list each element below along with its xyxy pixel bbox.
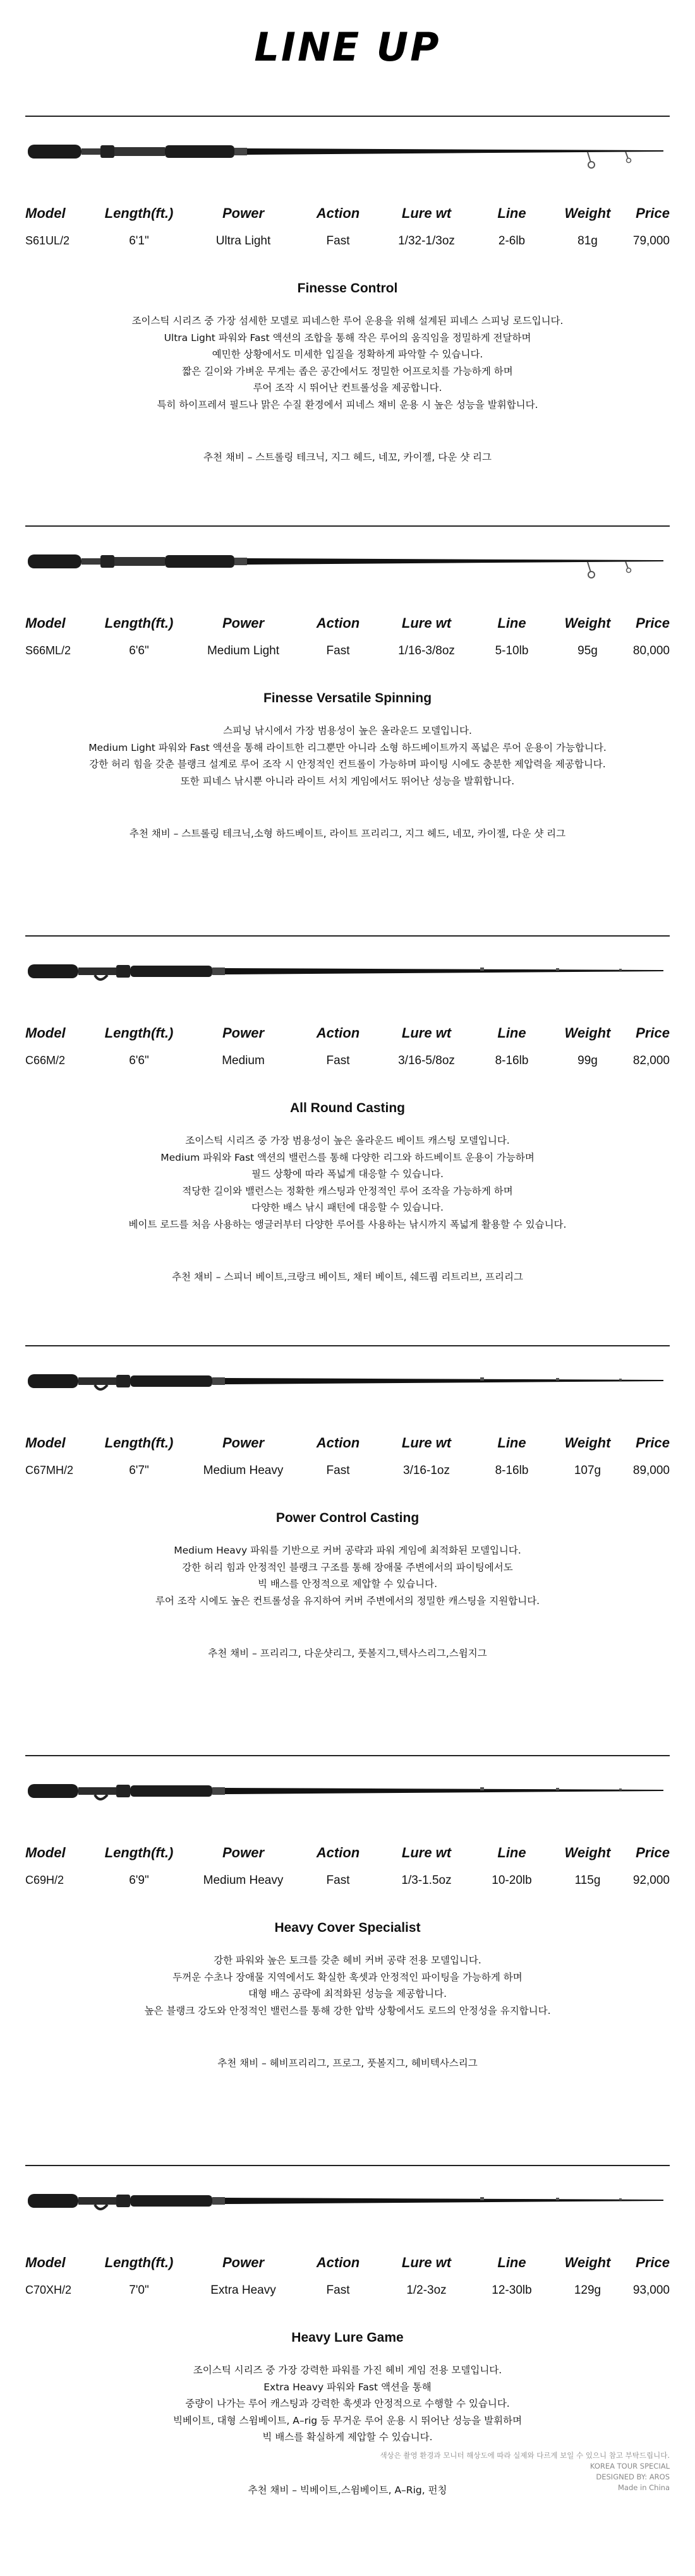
spec-header-line: Line	[497, 2255, 526, 2270]
description-line: 예민한 상황에서도 미세한 입질을 정확하게 파악할 수 있습니다.	[212, 349, 483, 360]
spec-value-row	[25, 1874, 670, 1888]
page-title: LINE UP	[254, 24, 441, 70]
spinning-rod-image	[0, 527, 695, 602]
section-title: Heavy Lure Game	[291, 2330, 404, 2345]
casting-rod-image	[0, 937, 695, 1012]
spec-header-power: Power	[222, 1845, 265, 1860]
spec-value-power: Medium Heavy	[203, 1874, 284, 1887]
spec-value-power: Medium	[222, 1054, 265, 1067]
spec-header-weight: Weight	[564, 1025, 611, 1041]
spec-header-power: Power	[222, 205, 265, 221]
spec-value-length: 7'0"	[129, 2284, 149, 2297]
spec-value-model: C66M/2	[25, 1054, 66, 1067]
footer-designer: DESIGNED BY: AROS	[596, 2472, 670, 2481]
spec-header-power: Power	[222, 2255, 265, 2270]
spec-header-row	[25, 1845, 670, 1861]
spec-value-length: 6'9"	[129, 1874, 149, 1887]
spec-value-price: 82,000	[632, 1054, 670, 1067]
description-line: Extra Heavy 파워와 Fast 액션을 통해	[263, 2381, 432, 2393]
spec-value-line: 12-30lb	[492, 2284, 532, 2297]
description-line: Medium Heavy 파워를 기반으로 커버 공략과 파워 게임에 최적화된 모델입니다.	[174, 1545, 521, 1556]
spec-value-action: Fast	[326, 2284, 350, 2297]
spec-header-lure-wt: Lure wt	[401, 1845, 452, 1860]
section-title: All Round Casting	[290, 1101, 405, 1115]
section-title: Heavy Cover Specialist	[274, 1920, 421, 1935]
recommended-rigs: 추천 채비 – 스피너 베이트,크랑크 베이트, 채터 베이트, 쉐드퀌 리트리브, 프리리그	[172, 1271, 523, 1283]
rod-section	[0, 527, 695, 937]
spec-value-power: Medium Light	[207, 644, 280, 657]
spec-value-power: Ultra Light	[215, 234, 271, 248]
description-line: 적당한 길이와 밸런스는 정확한 캐스팅과 안정적인 루어 조작을 가능하게 하며	[182, 1185, 513, 1197]
description-line: 스피닝 낚시에서 가장 범용성이 높은 올라운드 모델입니다.	[223, 725, 472, 736]
section-description	[38, 1952, 657, 2019]
spec-header-lure-wt: Lure wt	[401, 1435, 452, 1451]
spec-header-price: Price	[636, 1025, 670, 1041]
spec-value-length: 6'6"	[129, 1054, 149, 1067]
spec-value-line: 10-20lb	[492, 1874, 532, 1887]
description-line: 필드 상황에 따라 폭넓게 대응할 수 있습니다.	[251, 1168, 444, 1180]
spec-header-power: Power	[222, 1025, 265, 1041]
spec-value-lure-wt: 1/3-1.5oz	[401, 1874, 452, 1887]
spec-header-price: Price	[636, 615, 670, 631]
section-description	[38, 2362, 657, 2446]
description-line: 중량이 나가는 루어 캐스팅과 강력한 훅셋과 안정적으로 수행할 수 있습니다.	[185, 2398, 510, 2409]
spec-header-price: Price	[636, 1435, 670, 1451]
spec-value-power: Extra Heavy	[210, 2284, 276, 2297]
spec-value-lure-wt: 1/32-1/3oz	[398, 234, 455, 248]
spec-header-row	[25, 2255, 670, 2271]
spec-value-weight: 129g	[574, 2284, 601, 2297]
description-line: 강한 파워와 높은 토크를 갖춘 헤비 커버 공략 전용 모델입니다.	[214, 1955, 481, 1966]
description-line: 다양한 배스 낚시 패턴에 대응할 수 있습니다.	[251, 1202, 444, 1213]
section-title: Finesse Control	[297, 281, 398, 296]
spec-value-action: Fast	[326, 1054, 350, 1067]
spec-header-action: Action	[316, 205, 360, 221]
spec-value-length: 6'7"	[129, 1464, 149, 1477]
spec-header-model: Model	[25, 205, 66, 221]
spec-header-action: Action	[316, 2255, 360, 2270]
section-description	[38, 722, 657, 789]
spec-header-row	[25, 615, 670, 632]
description-line: 루어 조작 시 뛰어난 컨트롤성을 제공합니다.	[253, 382, 442, 393]
footer-origin: Made in China	[618, 2483, 670, 2492]
spec-header-model: Model	[25, 1025, 66, 1041]
recommended-rigs: 추천 채비 – 헤비프리리그, 프로그, 풋볼지그, 헤비텍사스리그	[217, 2058, 478, 2069]
casting-rod-image	[0, 2166, 695, 2242]
spec-value-weight: 95g	[577, 644, 598, 657]
spec-value-line: 8-16lb	[495, 1054, 529, 1067]
casting-rod-image	[0, 1346, 695, 1422]
spec-header-action: Action	[316, 1435, 360, 1451]
section-description	[38, 313, 657, 413]
spec-header-length: Length(ft.)	[104, 1845, 174, 1860]
description-line: Medium Light 파워와 Fast 액션을 통해 라이트한 리그뿐만 아니라 소형 하드베이트까지 폭넓은 루어 운용이 가능합니다.	[88, 741, 607, 753]
spec-value-power: Medium Heavy	[203, 1464, 284, 1477]
description-line: 또한 피네스 낚시뿐 아니라 라이트 서치 게임에서도 뛰어난 성능을 발휘합니다.	[180, 775, 515, 787]
spec-header-model: Model	[25, 1435, 66, 1451]
recommended-rigs: 추천 채비 – 빅베이트,스윔베이트, A–Rig, 펀칭	[248, 2484, 447, 2496]
recommended-rigs: 추천 채비 – 스트롤링 테크닉,소형 하드베이트, 라이트 프리리그, 지그 헤드, 네꼬, 카이젤, 다운 샷 리그	[129, 828, 566, 839]
spec-value-model: C70XH/2	[25, 2284, 72, 2296]
description-line: 빅 배스를 확실하게 제압할 수 있습니다.	[262, 2431, 433, 2443]
footer-color-note: 색상은 촬영 환경과 모니터 해상도에 따라 실제와 다르게 보일 수 있으니 참고 부탁드립니다.	[380, 2451, 670, 2460]
spec-header-length: Length(ft.)	[104, 205, 174, 221]
description-line: 대형 배스 공략에 최적화된 성능을 제공합니다.	[248, 1988, 447, 1999]
spec-value-line: 5-10lb	[495, 644, 529, 657]
spec-header-lure-wt: Lure wt	[401, 1025, 452, 1041]
spec-value-model: C69H/2	[25, 1874, 64, 1886]
spec-header-length: Length(ft.)	[104, 1435, 174, 1451]
spec-header-weight: Weight	[564, 205, 611, 221]
spec-value-action: Fast	[326, 234, 350, 248]
spec-value-action: Fast	[326, 644, 350, 657]
spec-header-length: Length(ft.)	[104, 2255, 174, 2270]
spec-value-row	[25, 2284, 670, 2297]
spec-header-length: Length(ft.)	[104, 615, 174, 631]
description-line: 베이트 로드를 처음 사용하는 앵글러부터 다양한 루어를 사용하는 낚시까지 폭넓게 활용할 수 있습니다.	[128, 1218, 567, 1230]
rod-section	[0, 117, 695, 527]
spec-value-price: 80,000	[632, 644, 670, 657]
spec-header-model: Model	[25, 615, 66, 631]
description-line: 조이스틱 시리즈 중 가장 강력한 파워를 가진 헤비 게임 전용 모델입니다.	[193, 2364, 502, 2376]
spec-header-model: Model	[25, 1845, 66, 1860]
description-line: 두꺼운 수초나 장애물 지역에서도 확실한 훅셋과 안정적인 파이팅을 가능하게 하며	[172, 1971, 523, 1983]
description-line: 빅베이트, 대형 스윔베이트, A–rig 등 무거운 루어 운용 시 뛰어난 성능을 발휘하며	[172, 2414, 523, 2426]
spec-value-length: 6'6"	[129, 644, 149, 657]
spec-header-weight: Weight	[564, 615, 611, 631]
spec-value-model: S61UL/2	[25, 234, 70, 247]
spec-header-power: Power	[222, 615, 265, 631]
description-line: 짧은 길이와 가벼운 무게는 좁은 공간에서도 정밀한 어프로치를 가능하게 하며	[182, 365, 513, 377]
spec-header-action: Action	[316, 1845, 360, 1860]
rod-section	[0, 1756, 695, 2166]
recommended-rigs: 추천 채비 – 스트롤링 테크닉, 지그 헤드, 네꼬, 카이젤, 다운 샷 리그	[203, 452, 492, 463]
spec-header-row	[25, 1435, 670, 1451]
spec-header-action: Action	[316, 1025, 360, 1041]
section-description	[38, 1542, 657, 1609]
description-line: 조이스틱 시리즈 중 가장 범용성이 높은 올라운드 베이트 캐스팅 모델입니다.	[185, 1135, 510, 1146]
spec-value-lure-wt: 1/16-3/8oz	[398, 644, 455, 657]
spec-value-model: S66ML/2	[25, 644, 71, 657]
description-line: 특히 하이프레셔 필드나 맑은 수질 환경에서 피네스 채비 운용 시 높은 성능을 발휘합니다.	[157, 398, 538, 410]
description-line: 조이스틱 시리즈 중 가장 섬세한 모델로 피네스한 루어 운용을 위해 설계된 피네스 스피닝 로드입니다.	[131, 315, 564, 326]
spec-header-weight: Weight	[564, 1845, 611, 1860]
casting-rod-image	[0, 1756, 695, 1832]
spec-value-row	[25, 1054, 670, 1068]
spec-header-row	[25, 1025, 670, 1041]
spec-value-weight: 81g	[577, 234, 598, 248]
description-line: 강한 허리 힘과 안정적인 블랭크 구조를 통해 장애물 주변에서의 파이팅에서도	[182, 1561, 513, 1573]
description-line: 강한 허리 힘을 갖춘 블랭크 설계로 루어 조작 시 안정적인 컨트롤이 가능하며 파이팅 시에도 충분한 제압력을 제공합니다.	[89, 758, 606, 770]
spec-header-line: Line	[497, 205, 526, 221]
section-title: Finesse Versatile Spinning	[263, 691, 432, 705]
spec-header-row	[25, 205, 670, 222]
section-title: Power Control Casting	[275, 1511, 420, 1525]
spec-header-length: Length(ft.)	[104, 1025, 174, 1041]
spec-value-action: Fast	[326, 1464, 350, 1477]
spec-header-line: Line	[497, 1435, 526, 1451]
spec-value-price: 79,000	[632, 234, 670, 248]
footer	[380, 2450, 670, 2493]
section-description	[38, 1132, 657, 1233]
description-line: Medium 파워와 Fast 액션의 밸런스를 통해 다양한 리그와 하드베이트 운용이 가능하며	[160, 1151, 535, 1163]
spec-value-price: 92,000	[632, 1874, 670, 1887]
spec-value-line: 8-16lb	[495, 1464, 529, 1477]
rod-section	[0, 2166, 695, 2576]
spec-header-price: Price	[636, 1845, 670, 1860]
spec-value-lure-wt: 3/16-5/8oz	[398, 1054, 455, 1067]
spec-header-lure-wt: Lure wt	[401, 205, 452, 221]
spec-header-power: Power	[222, 1435, 265, 1451]
spec-header-weight: Weight	[564, 2255, 611, 2270]
spec-value-length: 6'1"	[129, 234, 149, 248]
spec-value-lure-wt: 3/16-1oz	[403, 1464, 450, 1477]
footer-series: KOREA TOUR SPECIAL	[589, 2462, 670, 2471]
spec-header-line: Line	[497, 1845, 526, 1860]
spec-value-weight: 107g	[574, 1464, 601, 1477]
spec-value-model: C67MH/2	[25, 1464, 74, 1477]
spec-value-row	[25, 1464, 670, 1478]
spec-header-lure-wt: Lure wt	[401, 2255, 452, 2270]
spec-header-action: Action	[316, 615, 360, 631]
spec-value-price: 93,000	[632, 2284, 670, 2297]
spec-header-line: Line	[497, 1025, 526, 1041]
description-line: 루어 조작 시에도 높은 컨트롤성을 유지하여 커버 주변에서의 정밀한 캐스팅을 지원합니다.	[155, 1595, 540, 1607]
spec-header-weight: Weight	[564, 1435, 611, 1451]
rod-section	[0, 1346, 695, 1756]
spinning-rod-image	[0, 117, 695, 193]
recommended-rigs: 추천 채비 – 프리리그, 다운샷리그, 풋볼지그,텍사스리그,스윔지그	[208, 1648, 487, 1659]
spec-value-lure-wt: 1/2-3oz	[406, 2284, 447, 2297]
description-line: Ultra Light 파워와 Fast 액션의 조합을 통해 작은 루어의 움직임을 정밀하게 전달하며	[164, 332, 531, 344]
spec-value-price: 89,000	[632, 1464, 670, 1477]
spec-header-model: Model	[25, 2255, 66, 2270]
spec-value-row	[25, 644, 670, 658]
spec-value-weight: 99g	[577, 1054, 598, 1067]
spec-header-line: Line	[497, 615, 526, 631]
spec-value-row	[25, 234, 670, 248]
spec-value-action: Fast	[326, 1874, 350, 1887]
description-line: 높은 블랭크 강도와 안정적인 밸런스를 통해 강한 압박 상황에서도 로드의 안정성을 유지합니다.	[144, 2004, 551, 2016]
spec-header-price: Price	[636, 205, 670, 221]
spec-header-lure-wt: Lure wt	[401, 615, 452, 631]
description-line: 빅 배스를 안정적으로 제압할 수 있습니다.	[257, 1578, 438, 1590]
rod-section	[0, 937, 695, 1346]
spec-header-price: Price	[636, 2255, 670, 2270]
spec-value-line: 2-6lb	[498, 234, 526, 248]
spec-value-weight: 115g	[574, 1874, 601, 1887]
